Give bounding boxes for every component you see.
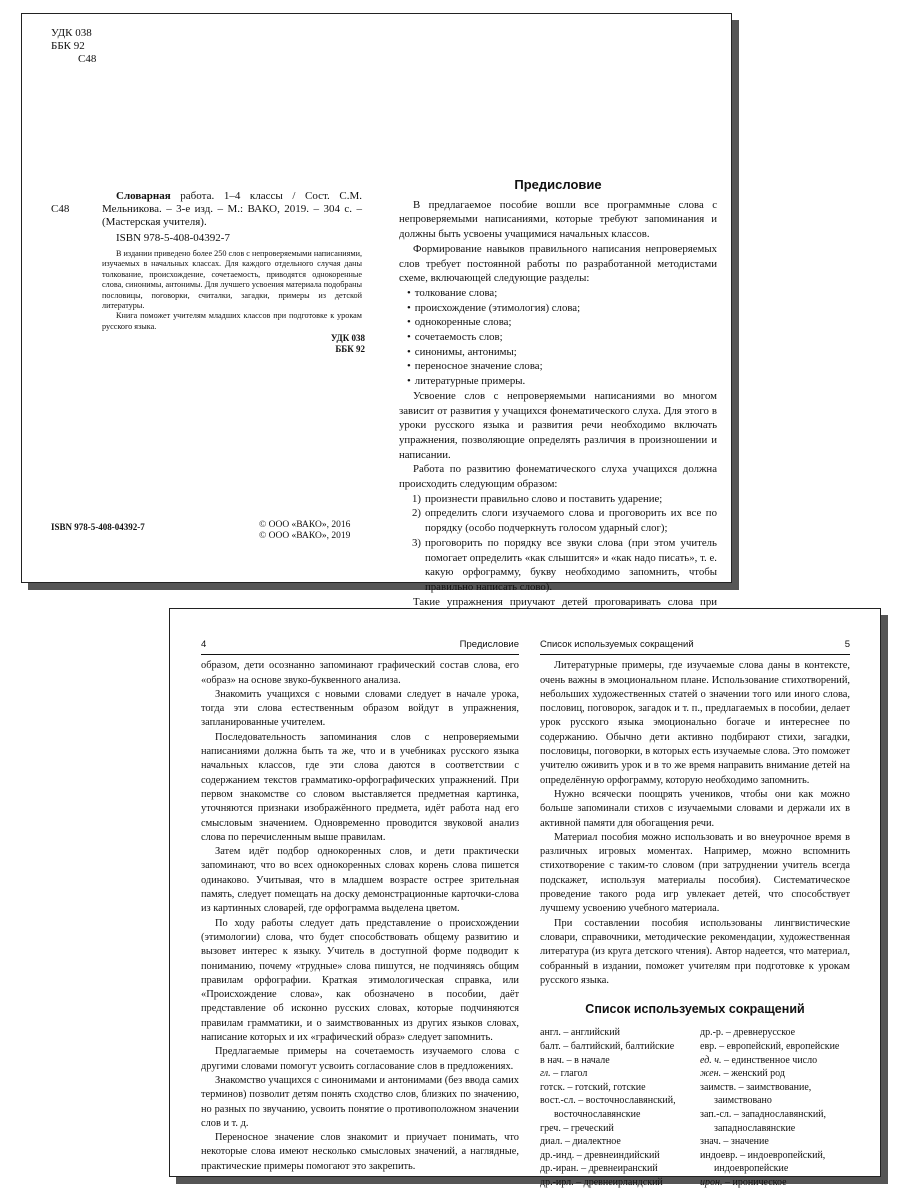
copyright-2019: © ООО «ВАКО», 2019 <box>259 531 351 541</box>
abbreviation-key: балт. <box>540 1041 561 1053</box>
abbreviations-list <box>540 1026 850 1189</box>
abbreviation-key: др.-иран. <box>540 1163 579 1175</box>
abbreviations-title: Список используемых сокращений <box>585 1002 805 1017</box>
abbreviations-column-left <box>540 1026 690 1189</box>
abbreviation-dash: – <box>573 1176 584 1188</box>
list-item: • сочетаемость слов; <box>407 330 717 345</box>
running-head-title: Список используемых сокращений <box>540 639 694 650</box>
preface-page <box>399 14 717 608</box>
abbreviation-key: готск. <box>540 1081 566 1093</box>
abbreviation-definition: западнославянский, западнославянские <box>714 1108 827 1134</box>
abbreviation-key: др.-р. <box>700 1027 724 1039</box>
list-item: • толкование слова; <box>407 286 717 301</box>
abbreviation-entry <box>540 1162 690 1176</box>
abbreviation-dash: – <box>560 1027 571 1039</box>
abbreviation-key: ед. ч. <box>700 1054 722 1066</box>
abbreviation-definition: восточнославянский, восточнославянские <box>554 1095 676 1120</box>
abbreviation-key: др.-инд. <box>540 1149 575 1161</box>
abbreviation-definition: европейский, европейские <box>726 1041 840 1053</box>
steps-list <box>399 492 717 595</box>
body-paragraph: При составлении пособия использованы лингвистические словари, справочники, методические рекомендации, художественная литература (из круга детского чтения). Автор надеется, что материал, собранный в издании, поможет учителям при подготовке к урокам русского языка. <box>540 917 850 986</box>
abbreviation-key: вост.-сл. <box>540 1095 576 1107</box>
pages-4-5-spread <box>169 608 881 1188</box>
preface-paragraph: Работа по развитию фонематического слуха учащихся должна происходить следующим образом: <box>399 463 717 491</box>
abbreviation-entry <box>540 1054 690 1068</box>
list-item: • переносное значение слова; <box>407 359 717 374</box>
abbreviation-key: зап.-сл. <box>700 1108 732 1120</box>
abbreviation-definition: английский <box>570 1027 620 1039</box>
book-title: Словарная <box>116 190 171 202</box>
abbreviation-dash: – <box>723 1027 734 1039</box>
isbn: ISBN 978-5-408-04392-7 <box>116 232 230 244</box>
abbreviation-definition: в начале <box>574 1054 610 1066</box>
abbreviation-dash: – <box>716 1041 727 1053</box>
abbreviation-entry <box>540 1149 690 1163</box>
preface-title: Предисловие <box>514 177 602 192</box>
body-paragraph: Последовательность запоминания слов с непроверяемыми написаниями должна быть та же, что и в учебниках русского языка начальных классов, где эти слова даются в соответствии с содержанием текстов грамматико-орфографических упражнений. При первом знакомстве со словом выставляется предметная картинка, уточняются признаки изображённого предмета, идёт работа над его смысловым значением. Одновременно проводится звуковой анализ слова по перечисленным выше правилам. <box>201 731 519 843</box>
abbreviation-entry <box>700 1040 850 1054</box>
annotation <box>102 249 362 332</box>
abbreviation-entry <box>700 1149 850 1176</box>
abbreviation-definition: древнеирландский <box>583 1176 663 1188</box>
running-header <box>201 638 519 655</box>
cutter-code: С48 <box>78 53 97 65</box>
bibliographic-record <box>102 190 362 230</box>
abbreviation-dash: – <box>722 1176 733 1188</box>
abbreviation-key: в нач. <box>540 1054 565 1066</box>
body-paragraph: Затем идёт подбор однокоренных слов, и дети практически запоминают, что во всех однокоренных словах корень слова пишется одинаково. Учитывая, что в младшем возрасте острее зрительная память, следует помещать на доску демонстрационные карточки-слова из картинных словарей, где орфограмма выделена цветом. <box>201 846 519 915</box>
body-paragraph: образом, дети осознанно запоминают графический состав слова, его «образ» на основе звуко-буквенного анализа. <box>201 660 519 686</box>
abbreviation-dash: – <box>720 1136 731 1148</box>
abbreviation-key: греч. <box>540 1122 561 1134</box>
abbreviation-entry <box>700 1081 850 1108</box>
abbreviation-definition: единственное число <box>731 1054 818 1066</box>
udk-code-bottom: УДК 038 <box>330 333 365 343</box>
abbreviation-definition: древнеиранский <box>588 1163 658 1175</box>
abbreviation-definition: ироническое <box>732 1176 787 1188</box>
list-item: • происхождение (этимология) слова; <box>407 301 717 316</box>
abbreviation-definition: древнеиндийский <box>584 1149 660 1161</box>
page-4 <box>201 609 519 1176</box>
abbreviation-definition: индоевропейский, индоевропейские <box>714 1149 826 1175</box>
abbreviation-dash: – <box>562 1136 573 1148</box>
body-paragraph: Знакомство учащихся с синонимами и антонимами (без ввода самих терминов) позволит детям понять сходство слов, близких по значению, но разных по звучанию, усвоить понятие о противоположном значении слов и т. д. <box>201 1074 519 1129</box>
abbreviation-entry <box>540 1067 690 1081</box>
abbreviation-dash: – <box>564 1054 575 1066</box>
body-paragraph: По ходу работы следует дать представление о происхождении (этимологии) слова, что будет способствовать общему развитию и вызовет интерес к языку. Учитель в доступной форме подводит к пониманию, почему «трудные» слова пишутся, не подчиняясь общим правилам орфографии. Краткая этимологическая справка, или «Происхождение слова», как обозначено в пособии, даёт представление об исконно русских словах, которые подчиняются правилам грамматики, и о заимствованных из других языков словах, написание которых и их «графический образ» следует запомнить. <box>201 917 519 1044</box>
abbreviation-entry <box>540 1081 690 1095</box>
sections-list <box>399 286 717 389</box>
list-item: 3) проговорить по порядку все звуки слова (при этом учитель помогает определить «как слышится» и «как надо писать», т. е. какую орфограмму, букву необходимо запомнить, чтобы правильно написать слово). <box>412 536 717 593</box>
bbk-code: ББК 92 <box>51 40 85 52</box>
annotation-paragraph: Книга поможет учителям младших классов при подготовке к урокам русского языка. <box>102 311 362 331</box>
abbreviation-dash: – <box>574 1149 585 1161</box>
abbreviation-definition: женский род <box>731 1068 785 1080</box>
preface-paragraph: В предлагаемое пособие вошли все программные слова с непроверяемыми написаниями, которые требуют запоминания и должны быть усвоены учащимися начальных классов. <box>399 198 717 241</box>
body-paragraph: Литературные примеры, где изучаемые слова даны в контексте, очень важны в эмоциональном плане. Использование стихотворений, небольших художественных статей о значении того или иного слова, пословиц, поговорок, загадок и т. п., предлагаемых в пособии, делает урок русского языка эмоционально богаче и интереснее по содержанию. Обычно дети активно подбирают стихи, загадки, пословицы, поговорки, в которых есть изучаемые слова. Это поможет учителю оживить урок и в то же время направить внимание детей на определённую орфограмму, которую необходимо запомнить. <box>540 660 850 786</box>
abbreviation-key: гл. <box>540 1068 551 1080</box>
abbreviation-key: заимств. <box>700 1081 737 1093</box>
abbreviation-dash: – <box>560 1122 571 1134</box>
annotation-paragraph: В издании приведено более 250 слов с непроверяемыми написаниями, изучаемых в начальных классах. Для каждого отдельного случая даны толкование, происхождение, сочетаемость, приводятся однокоренные слова, синонимы, антонимы. Для лучшего усвоения материала подобраны пословицы, поговорки, считалки, загадки, примеры из детской литературы. <box>102 249 362 311</box>
page-4-body <box>201 659 519 1174</box>
abbreviation-definition: заимствование, заимствовано <box>714 1081 812 1107</box>
abbreviation-dash: – <box>560 1041 571 1053</box>
abbreviation-dash: – <box>575 1095 586 1107</box>
abbreviation-entry <box>540 1135 690 1149</box>
abbreviation-entry <box>540 1094 690 1121</box>
list-item: 2) определить слоги изучаемого слова и проговорить их все по порядку (особо подчеркнуть голосом ударный слог); <box>412 507 717 535</box>
bbk-code-bottom: ББК 92 <box>335 344 365 354</box>
list-item: 1) произнести правильно слово и поставить ударение; <box>412 492 663 505</box>
abbreviation-entry <box>700 1067 850 1081</box>
abbreviation-entry <box>700 1176 850 1190</box>
preface-paragraph: Такие упражнения приучают детей проговаривать слова при <box>413 595 717 608</box>
cutter-code-side: С48 <box>51 203 70 215</box>
body-paragraph: Переносное значение слов знакомит и приучает понимать, что некоторые слова имеют несколько смысловых значений, а наглядные, практические примеры помогают это закрепить. <box>201 1132 519 1172</box>
abbreviation-key: индоевр. <box>700 1149 738 1161</box>
abbreviations-column-right <box>700 1026 850 1189</box>
abbreviation-entry <box>700 1026 850 1040</box>
page-5 <box>540 609 850 1188</box>
abbreviation-entry <box>700 1054 850 1068</box>
preface-paragraph: Усвоение слов с непроверяемыми написаниями во многом зависит от развития у учащихся фонематического слуха. Для этого в уроки русского языка и развития речи необходимо включать упражнения, позволяющие определять различия в произношении и написании. <box>399 389 717 461</box>
page-number: 4 <box>201 639 207 650</box>
abbreviation-entry <box>540 1176 690 1190</box>
abbreviation-dash: – <box>565 1081 576 1093</box>
preface-paragraph: Формирование навыков правильного написания непроверяемых слов требует постоянной работы по разработанной методистами схеме, включающей следующие разделы: <box>399 242 717 285</box>
abbreviation-key: евр. <box>700 1041 717 1053</box>
body-paragraph: Предлагаемые примеры на сочетаемость изучаемого слова с другими словами помогут усвоить согласование слов в предложениях. <box>201 1046 519 1072</box>
isbn-bottom: ISBN 978-5-408-04392-7 <box>51 522 145 532</box>
abbreviation-dash: – <box>731 1108 742 1120</box>
imprint-page <box>22 14 377 582</box>
abbreviation-dash: – <box>550 1068 561 1080</box>
abbreviation-definition: древнерусское <box>733 1027 796 1039</box>
running-head-title: Предисловие <box>459 639 519 650</box>
abbreviation-entry <box>700 1135 850 1149</box>
abbreviation-entry <box>540 1040 690 1054</box>
abbreviation-key: жен. <box>700 1068 722 1080</box>
body-paragraph: Нужно всячески поощрять учеников, чтобы они как можно больше запоминали стихов с изучаемыми словами и держали их в активной памяти для обогащения речи. <box>540 788 850 829</box>
abbreviation-definition: значение <box>730 1136 769 1148</box>
abbreviation-entry <box>540 1122 690 1136</box>
abbreviation-definition: диалектное <box>572 1136 621 1148</box>
title-page-spread <box>21 13 732 608</box>
abbreviation-definition: греческий <box>570 1122 614 1134</box>
abbreviation-key: знач. <box>700 1136 721 1148</box>
body-paragraph: Знакомить учащихся с новыми словами следует в начале урока, тогда эти слова естественным образом войдут в упражнения, запланированные учителем. <box>201 688 519 729</box>
copyright-2016: © ООО «ВАКО», 2016 <box>259 520 351 530</box>
udk-code: УДК 038 <box>51 27 92 39</box>
abbreviation-key: диал. <box>540 1136 563 1148</box>
abbreviation-definition: балтийский, балтийские <box>570 1041 675 1053</box>
abbreviation-dash: – <box>721 1054 732 1066</box>
abbreviation-dash: – <box>736 1081 747 1093</box>
abbreviation-key: ирон. <box>700 1176 723 1188</box>
bibliographic-description: работа. 1–4 классы / Сост. С.М. Мельникова. – 3-е изд. – М.: ВАКО, 2019. – 304 с. – (Мастерская учителя). <box>102 190 362 229</box>
abbreviation-dash: – <box>721 1068 732 1080</box>
page-5-body <box>540 659 850 988</box>
abbreviation-entry <box>700 1108 850 1135</box>
abbreviation-entry <box>540 1026 690 1040</box>
abbreviation-dash: – <box>737 1149 748 1161</box>
abbreviation-key: др.-ирл. <box>540 1176 574 1188</box>
abbreviation-key: англ. <box>540 1027 561 1039</box>
list-item: • синонимы, антонимы; <box>407 345 717 360</box>
body-paragraph: Материал пособия можно использовать и во внеурочное время в различных игровых моментах. Например, можно вспомнить стихотворение с таким-то словом (при затруднении учитель всегда подскажет, используя материалы пособия). Систематическое проведение такого рода игр увлекает детей, что способствует лучшему усвоению учебного материала. <box>540 831 850 915</box>
abbreviation-definition: готский, готские <box>575 1081 646 1093</box>
page-number: 5 <box>844 639 850 650</box>
list-item: • однокоренные слова; <box>407 315 717 330</box>
abbreviation-dash: – <box>578 1163 589 1175</box>
list-item: • литературные примеры. <box>407 374 717 389</box>
abbreviation-definition: глагол <box>560 1068 588 1080</box>
running-header <box>540 638 850 655</box>
